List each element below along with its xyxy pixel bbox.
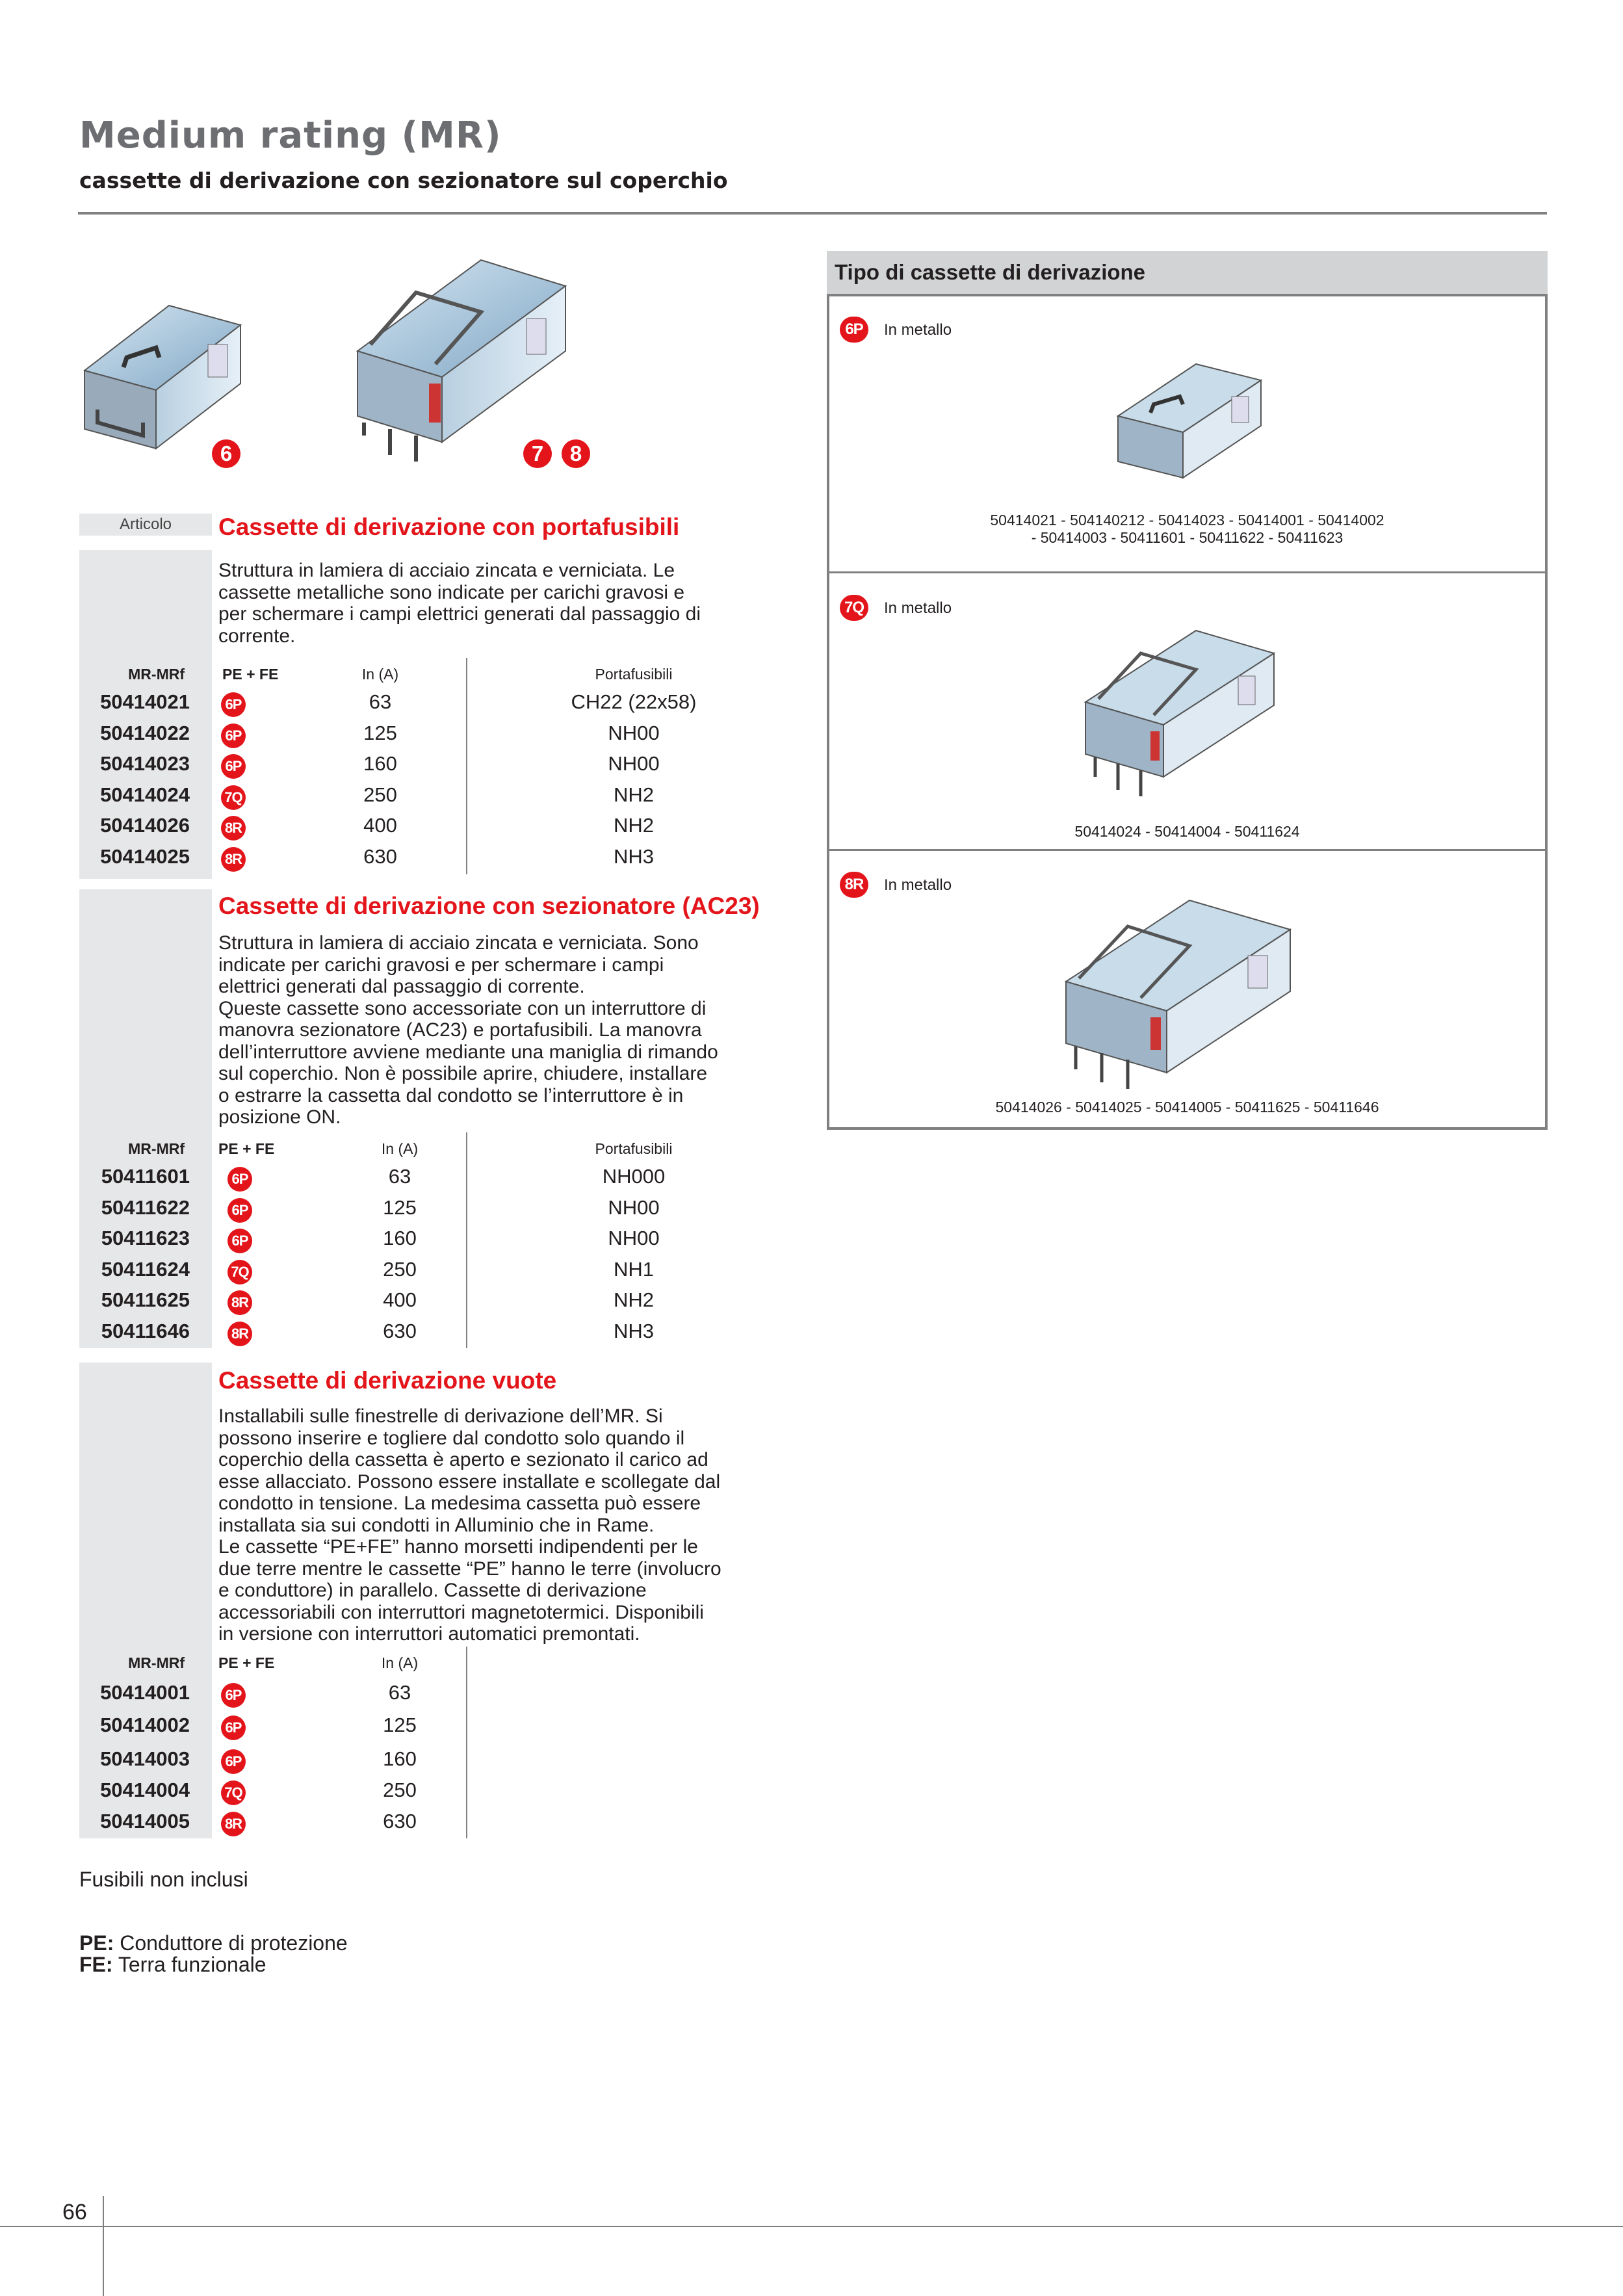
type-badge: 6P	[221, 724, 246, 748]
page-title: Medium rating (MR)	[79, 114, 502, 157]
s2-divider	[466, 1132, 467, 1348]
type-badge: 8R	[221, 816, 246, 841]
s3-col-in-header: In (A)	[381, 1654, 419, 1671]
type-badge: 6P	[221, 1749, 246, 1774]
type-badge: 6P	[221, 692, 246, 717]
type-badge: 7Q	[221, 785, 246, 810]
panel-separator	[827, 571, 1548, 573]
s1-col-fuse-header: Portafusibili	[595, 666, 673, 683]
type-badge: 6P	[227, 1229, 252, 1253]
s2-col-fuse-header: Portafusibili	[595, 1140, 673, 1157]
box-6p-illustration	[1111, 345, 1267, 494]
s3-divider	[466, 1647, 467, 1838]
illustration-label-6: 6	[212, 439, 240, 468]
panel-item-3-caption: 50414026 - 50414025 - 50414005 - 50411625 - 50411646	[995, 1099, 1379, 1115]
s2-col-code-header: MR-MRf	[128, 1140, 185, 1157]
illustration-label-7: 7	[523, 439, 552, 468]
type-badge: 7Q	[221, 1781, 246, 1805]
box-7q-illustration	[1079, 618, 1287, 806]
legend-pe: PE: Conduttore di protezione	[79, 1931, 348, 1955]
panel-item-2-badge: 7Q	[840, 595, 868, 621]
s1-col-code-header: MR-MRf	[128, 666, 185, 683]
type-badge: 7Q	[227, 1260, 252, 1285]
s1-col-type-header: PE + FE	[222, 666, 279, 683]
s2-col-in-header: In (A)	[381, 1140, 419, 1157]
panel-item-2-caption: 50414024 - 50414004 - 50411624	[1074, 823, 1300, 840]
panel-title: Tipo di cassette di derivazione	[827, 251, 1548, 294]
type-badge: 6P	[227, 1198, 252, 1223]
type-badge: 6P	[221, 754, 246, 779]
type-badge: 8R	[227, 1322, 252, 1346]
fuses-note: Fusibili non inclusi	[79, 1868, 248, 1891]
section-2-description: Struttura in lamiera di acciaio zincata e verniciata. Sono indicate per carichi gravosi e per schermare i campi elettrici generati dal passaggio di corrente. Queste cassette sono accessoriate con un interruttore di manovra sezionatore (AC23) e portafusibili. La manovra dell’interruttore avviene mediante una maniglia di rimando sul coperchio. Non è possibile aprire, chiudere, installare o estrarre la cassetta dal condotto se l’interruttore è in posizione ON.	[218, 932, 718, 1128]
section-3-description: Installabili sulle finestrelle di derivazione dell’MR. Si possono inserire e togliere dal condotto solo quando il coperchio della cassetta è aperto e sezionato il carico ad esse allacciato. Possono essere installate e scollegate dal condotto in tensione. La medesima cassetta può essere installata sia sui condotti in Alluminio che in Rame. Le cassette “PE+FE” hanno morsetti indipendenti per le due terre mentre le cassette “PE” hanno le terre (involucro e conduttore) in parallelo. Cassette di derivazione accessoriabili con interruttori magnetotermici. Disponibili in versione con interruttori automatici premontati.	[218, 1405, 721, 1645]
page-subtitle: cassette di derivazione con sezionatore sul coperchio	[79, 168, 728, 193]
section-2-title: Cassette di derivazione con sezionatore (AC23)	[218, 893, 760, 919]
legend-fe: FE: Terra funzionale	[79, 1953, 266, 1976]
footer-horizontal-rule	[0, 2226, 1623, 2227]
page-number: 66	[62, 2200, 87, 2224]
article-label: Articolo	[119, 515, 172, 533]
header-rule	[78, 212, 1547, 215]
s2-col-type-header: PE + FE	[218, 1140, 275, 1157]
box-small-illustration	[78, 273, 247, 468]
illustration-label-8: 8	[562, 439, 590, 468]
panel-item-1-label: In metallo	[884, 321, 952, 339]
type-badge: 6P	[221, 1683, 246, 1708]
type-badge: 6P	[221, 1715, 246, 1740]
panel-item-2-label: In metallo	[884, 599, 952, 617]
section-3-title: Cassette di derivazione vuote	[218, 1367, 557, 1394]
s1-divider	[466, 658, 467, 874]
footer-vertical-rule	[103, 2196, 104, 2296]
type-badge: 8R	[227, 1290, 252, 1315]
panel-separator	[827, 849, 1548, 851]
panel-item-3-badge: 8R	[840, 872, 868, 898]
panel-item-1-caption: 50414021 - 504140212 - 50414023 - 50414001 - 50414002 - 50414003 - 50411601 - 50411622 - 50411623	[990, 512, 1384, 546]
section-1-description: Struttura in lamiera di acciaio zincata e verniciata. Le cassette metalliche sono indicate per carichi gravosi e per schermare i campi elettrici generati dal passaggio di corrente.	[218, 560, 701, 647]
panel-item-3-label: In metallo	[884, 876, 952, 894]
s1-col-in-header: In (A)	[361, 666, 399, 683]
panel-item-1-badge: 6P	[840, 317, 868, 343]
type-badge: 8R	[221, 847, 246, 872]
type-badge: 8R	[221, 1812, 246, 1836]
section-1-title: Cassette di derivazione con portafusibili	[218, 514, 680, 540]
box-8r-illustration	[1059, 887, 1300, 1092]
s3-col-code-header: MR-MRf	[128, 1654, 185, 1671]
s3-col-type-header: PE + FE	[218, 1654, 275, 1671]
type-badge: 6P	[227, 1167, 252, 1192]
box-large-illustration	[344, 247, 578, 468]
